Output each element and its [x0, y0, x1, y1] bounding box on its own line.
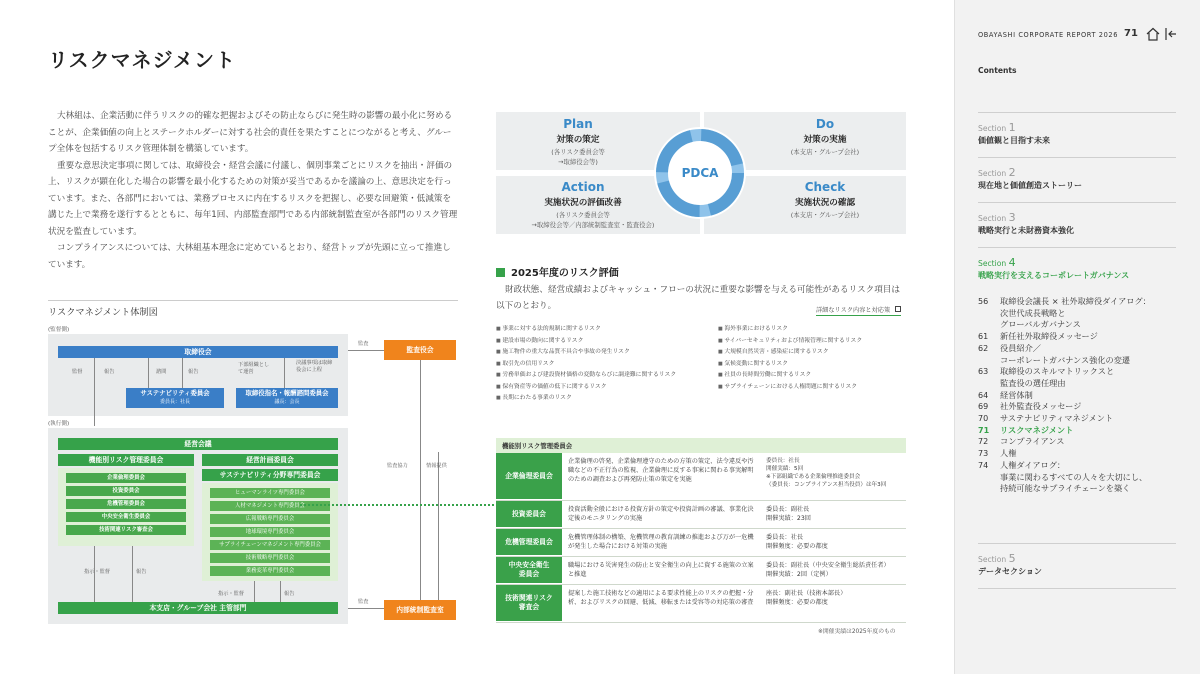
section-label: Section — [978, 259, 1007, 268]
table-row — [496, 557, 906, 585]
nav-section-5[interactable] — [978, 543, 1176, 577]
committee-name: サステナビリティ委員会 — [140, 389, 210, 397]
label-instruct: 指示・監督 — [218, 591, 244, 597]
planning-committee: 経営計画委員会 — [202, 454, 338, 466]
risk-item[interactable]: ■ 気候変動に関するリスク — [718, 359, 908, 371]
sub-committee-item: 地球環境専門委員会 — [210, 527, 330, 537]
row-info: 委員長：社長 開催実績：5回 ※下部組織である企業倫理推進委員会 （委員長：コンプライアンス担当役員）は年3回 — [766, 458, 887, 488]
diagram-title: リスクマネジメント体制図 — [48, 307, 158, 318]
table-row — [496, 529, 906, 557]
pdca-plan-head: Plan — [563, 117, 593, 131]
nav-item[interactable] — [978, 413, 1188, 425]
pdca-plan-sub: 対策の策定 — [556, 135, 600, 145]
item-title: 取締役会議長 × 社外取締役ダイアログ： 次世代成長戦略と グローバルガバナンス — [1000, 296, 1151, 330]
connector — [254, 581, 255, 602]
item-title: 経営体制 — [1000, 389, 1033, 400]
section-label: Section — [978, 124, 1007, 133]
sub-committee-item: 人材マネジメント専門委員会 — [210, 501, 330, 511]
label-audit-coop: 監査協力 — [387, 463, 408, 469]
label-consult: 諮問 — [156, 369, 167, 375]
label-supervise: 監督 — [72, 369, 83, 375]
pdca-check-sub: 実施状況の確認 — [794, 198, 856, 208]
head-office-departments: 本支店・グループ会社 主管部門 — [58, 602, 338, 614]
section-label: Section — [978, 214, 1007, 223]
item-title: 新任社外取締役メッセージ — [1000, 331, 1098, 342]
sub-committee-item: サプライチェーンマネジメント専門委員会 — [210, 540, 330, 550]
risk-item: ■ 労務単価および建設資材価格の変動ならびに調達難に関するリスク — [496, 370, 712, 382]
nav-item-current[interactable] — [978, 425, 1188, 437]
pdca-check-head: Check — [804, 180, 846, 194]
section-title: 価値観と目指す未来 — [978, 136, 1050, 145]
nav-item[interactable] — [978, 296, 1188, 331]
connector — [438, 452, 439, 600]
label-report: 報告 — [104, 369, 115, 375]
risk-eval-intro: 財政状態、経営成績およびキャッシュ・フローの状況に重要な影響を与える可能性があるリスク項目は以下のとおり。 — [496, 285, 900, 311]
connector — [94, 358, 95, 426]
table-note: ※開催実績は2025年度のもの — [818, 629, 896, 635]
green-square-icon — [496, 268, 505, 277]
connector — [348, 350, 384, 351]
row-name: 企業倫理委員会 — [496, 453, 562, 500]
committee-name: 取締役指名・報酬諮問委員会 — [245, 389, 329, 397]
item-title: 人権 — [1000, 448, 1017, 459]
section-label: Section — [978, 555, 1007, 564]
pdca-do-sub: 対策の実施 — [803, 135, 847, 145]
row-desc: 危機管理体制の構築、危機管理の教育訓練の推進および万が一危機が発生した場合における対策の実施 — [568, 534, 754, 550]
committee-item: 技術関連リスク審査会 — [66, 525, 186, 535]
committee-item: 企業倫理委員会 — [66, 473, 186, 483]
sub-committee-item: ヒューマンライツ専門委員会 — [210, 488, 330, 498]
intro-text — [48, 108, 458, 273]
pdca-do-note: (本支店・グループ会社) — [790, 148, 860, 156]
divider — [48, 300, 458, 301]
label-instruct: 指示・監督 — [84, 569, 110, 575]
label-audit: 監査 — [358, 599, 369, 605]
pdca-plan-note: (各リスク委員会等 — [551, 148, 605, 156]
sustainability-committee — [126, 388, 224, 408]
risk-item[interactable]: ■ サイバーセキュリティおよび情報管理に関するリスク — [718, 336, 908, 348]
section-number: 5 — [1008, 552, 1016, 565]
connector — [182, 358, 183, 388]
risk-item: ■ 建設市場の動向に関するリスク — [496, 336, 712, 348]
pdca-cycle-icon — [652, 125, 748, 221]
sustainability-sub-committee: サステナビリティ分野専門委員会 — [202, 469, 338, 481]
item-page: 56 — [978, 297, 989, 306]
label-report: 報告 — [136, 569, 147, 575]
connector — [348, 608, 384, 609]
risk-item: ■ 長期にわたる事業のリスク — [496, 393, 712, 405]
section-number: 1 — [1008, 121, 1016, 134]
label-info: 情報提供 — [426, 463, 447, 469]
connector — [148, 358, 149, 388]
report-name: OBAYASHI CORPORATE REPORT 2026 — [978, 31, 1118, 39]
risk-item: ■ 取引先の信用リスク — [496, 359, 712, 371]
committee-item: 中央安全衛生委員会 — [66, 512, 186, 522]
row-info: 委員長：社長 開催頻度：必要の都度 — [766, 534, 828, 550]
committee-item: 投資委員会 — [66, 486, 186, 496]
sub-committee-item: 技術戦略専門委員会 — [210, 553, 330, 563]
nav-section-2[interactable] — [978, 157, 1176, 191]
connector — [132, 546, 133, 602]
label-audit: 監査 — [358, 341, 369, 347]
risk-item: ■ 施工物件の重大な品質不具合や事故の発生リスク — [496, 347, 712, 359]
intro-paragraph: 重要な意思決定事項に関しては、取締役会・経営会議に付議し、個別事業ごとにリスクを抽出・評価の上、リスクが顕在化した場合の影響を最小化するための対策が妥当であるかを議論の上、意思決定を行っています。また、各部門においては、業務プロセスに内在するリスクを把握し、必要な回避策・低減策を講じた上で業務を遂行するとともに、毎年1回、内部監査部門である内部統制監査室が各部門のリスク管理状況を監査しています。 — [48, 160, 458, 237]
section-title: 現在地と価値創造ストーリー — [978, 181, 1082, 190]
section-4-items — [978, 296, 1188, 495]
row-info: 委員長：副社長（中央安全衛生総括責任者） 開催実績：2回（定例） — [766, 562, 890, 578]
item-title: 取締役のスキルマトリックスと 監査役の選任理由 — [1000, 366, 1115, 388]
pdca-check-note: (本支店・グループ会社) — [790, 211, 860, 219]
nav-section-4[interactable] — [978, 247, 1176, 281]
section-title: 戦略実行と未財務資本強化 — [978, 226, 1074, 235]
section-label: Section — [978, 169, 1007, 178]
item-page: 72 — [978, 437, 989, 447]
page-number: 71 — [1124, 28, 1138, 39]
row-name: 技術関連リスク 審査会 — [496, 585, 562, 622]
contents-label: Contents — [978, 66, 1017, 75]
external-link-icon — [895, 306, 901, 312]
label-report: 報告 — [284, 591, 295, 597]
pdca-action-head: Action — [561, 180, 605, 194]
board-side-label: (監督側) — [48, 327, 70, 333]
pdca-action-note: →取締役会等／内部統制監査室・監査役会) — [531, 221, 655, 229]
table-row — [496, 585, 906, 623]
nav-section-3[interactable] — [978, 202, 1176, 236]
item-title: コンプライアンス — [1000, 436, 1065, 447]
risk-eval-title-text: 2025年度のリスク評価 — [511, 268, 619, 279]
connector — [284, 358, 285, 388]
board-of-directors: 取締役会 — [58, 346, 338, 358]
item-page: 63 — [978, 367, 989, 377]
item-title: リスクマネジメント — [1000, 424, 1074, 435]
nav-item[interactable] — [978, 401, 1188, 413]
link-label: 詳細なリスク内容と対応策 — [816, 307, 891, 314]
label-report: 報告 — [188, 369, 199, 375]
executive-meeting: 経営会議 — [58, 438, 338, 450]
risk-item[interactable]: ■ サプライチェーンにおける人権問題に関するリスク — [718, 382, 908, 394]
risk-item: ■ 保有資産等の価値の低下に関するリスク — [496, 382, 712, 394]
risk-item: ■ 海外事業におけるリスク — [718, 324, 908, 336]
table-row — [496, 501, 906, 529]
committee-item: 危機管理委員会 — [66, 499, 186, 509]
item-page: 69 — [978, 402, 989, 412]
functional-risk-committee: 機能別リスク管理委員会 — [58, 454, 194, 466]
row-desc: 企業倫理の啓発、企業倫理遵守のための方策の策定、法令違反や汚職などの不正行為の監視、企業倫理に反する事案に関わる事実解明のための調査および再発防止策の策定を実施 — [568, 458, 754, 483]
item-title: サステナビリティマネジメント — [1000, 413, 1114, 424]
home-icon[interactable] — [1146, 27, 1160, 41]
page-title: リスクマネジメント — [48, 48, 236, 72]
nav-item[interactable] — [978, 343, 1188, 366]
risk-item: ■ 社員の長時間労働に関するリスク — [718, 370, 908, 382]
exec-side-label: (執行側) — [48, 421, 70, 427]
risk-org-diagram — [48, 328, 458, 628]
divider — [978, 588, 1176, 589]
nav-item[interactable] — [978, 331, 1188, 343]
pdca-action-sub: 実施状況の評価改善 — [544, 198, 622, 208]
pdca-center-label: PDCA — [681, 166, 719, 180]
risk-item[interactable]: ■ 大規模自然災害・感染症に関するリスク — [718, 347, 908, 359]
intro-paragraph: 大林組は、企業活動に伴うリスクの的確な把握およびその防止ならびに発生時の影響の最小化に努めることが、企業価値の向上とステークホルダーに対する社会的責任を果たすことにつながると考え、グループ全体を包括するリスク管理体制を構築しています。 — [48, 111, 453, 154]
row-info: 座長：副社長（技術本部長） 開催頻度：必要の都度 — [766, 590, 847, 606]
committee-chair: 委員長：社長 — [159, 399, 190, 405]
nav-section-1[interactable] — [978, 112, 1176, 146]
audit-committee: 監査役会 — [384, 340, 456, 360]
committee-chair: 議長：会長 — [274, 399, 300, 405]
row-info: 委員長：副社長 開催実績：23回 — [766, 506, 811, 522]
item-page: 73 — [978, 449, 989, 459]
item-page: 61 — [978, 332, 989, 342]
item-page: 74 — [978, 460, 989, 470]
risk-detail-link[interactable] — [816, 305, 901, 316]
row-name: 中央安全衛生 委員会 — [496, 557, 562, 584]
section-number: 4 — [1008, 256, 1016, 269]
item-page: 62 — [978, 343, 989, 353]
section-title: データセクション — [978, 567, 1042, 576]
label-subordinate: 下部組織として運営 — [238, 362, 270, 375]
row-name: 投資委員会 — [496, 501, 562, 528]
section-number: 2 — [1008, 166, 1016, 179]
pdca-action-note: (各リスク委員会等 — [556, 211, 610, 219]
connector — [420, 360, 421, 602]
table-row — [496, 453, 906, 501]
nav-item[interactable] — [978, 448, 1188, 460]
dotted-connector — [300, 504, 494, 506]
sub-committee-item: 業務変革専門委員会 — [210, 566, 330, 576]
risk-list-left — [496, 324, 712, 405]
nav-item[interactable] — [978, 390, 1188, 402]
item-page: 71 — [978, 425, 990, 435]
item-page: 70 — [978, 414, 989, 424]
risk-list-right — [718, 324, 908, 393]
connector — [280, 581, 281, 602]
pdca-plan-note: →取締役会等) — [558, 158, 598, 166]
section-number: 3 — [1008, 211, 1016, 224]
risk-item: ■ 事業に対する法的規制に関するリスク — [496, 324, 712, 336]
nav-item[interactable] — [978, 460, 1188, 495]
item-title: 役員紹介／ コーポレートガバナンス強化の変遷 — [1000, 342, 1131, 365]
sub-committee-item: 広報戦略専門委員会 — [210, 514, 330, 524]
item-page: 64 — [978, 390, 989, 400]
nav-item[interactable] — [978, 436, 1188, 448]
nomination-committee — [236, 388, 338, 408]
item-title: 人権ダイアログ： 事業に関わるすべての人々を大切にし、 持続可能なサプライチェーンを築く — [1000, 459, 1148, 494]
internal-audit-office: 内部統制監査室 — [384, 600, 456, 620]
intro-paragraph: コンプライアンスについては、大林組基本理念に定めているとおり、経営トップが先頭に立って推進しています。 — [48, 243, 451, 270]
back-icon[interactable] — [1164, 27, 1178, 41]
risk-eval-title — [496, 264, 619, 279]
row-desc: 提案した施工技術などの適用による要求性能上のリスクの把握・分析、およびリスクの回避、低減、移転または受容等の対応策の審査 — [568, 590, 754, 606]
row-name: 危機管理委員会 — [496, 529, 562, 556]
row-desc: 職場における災害発生の防止と安全衛生の向上に資する施策の立案と推進 — [568, 562, 754, 578]
section-title: 戦略実行を支えるコーポレートガバナンス — [978, 271, 1130, 280]
row-desc: 投資活動全般における投資方針の策定や投資計画の審議、事業化決定後のモニタリングの実施 — [568, 506, 754, 522]
functional-committee-table — [496, 438, 906, 623]
table-title: 機能別リスク管理委員会 — [496, 438, 906, 453]
nav-item[interactable] — [978, 366, 1188, 389]
pdca-do-head: Do — [815, 117, 835, 131]
item-title: 社外監査役メッセージ — [1000, 401, 1082, 412]
label-decision: 決議事項は取締役会に上程 — [296, 360, 333, 373]
